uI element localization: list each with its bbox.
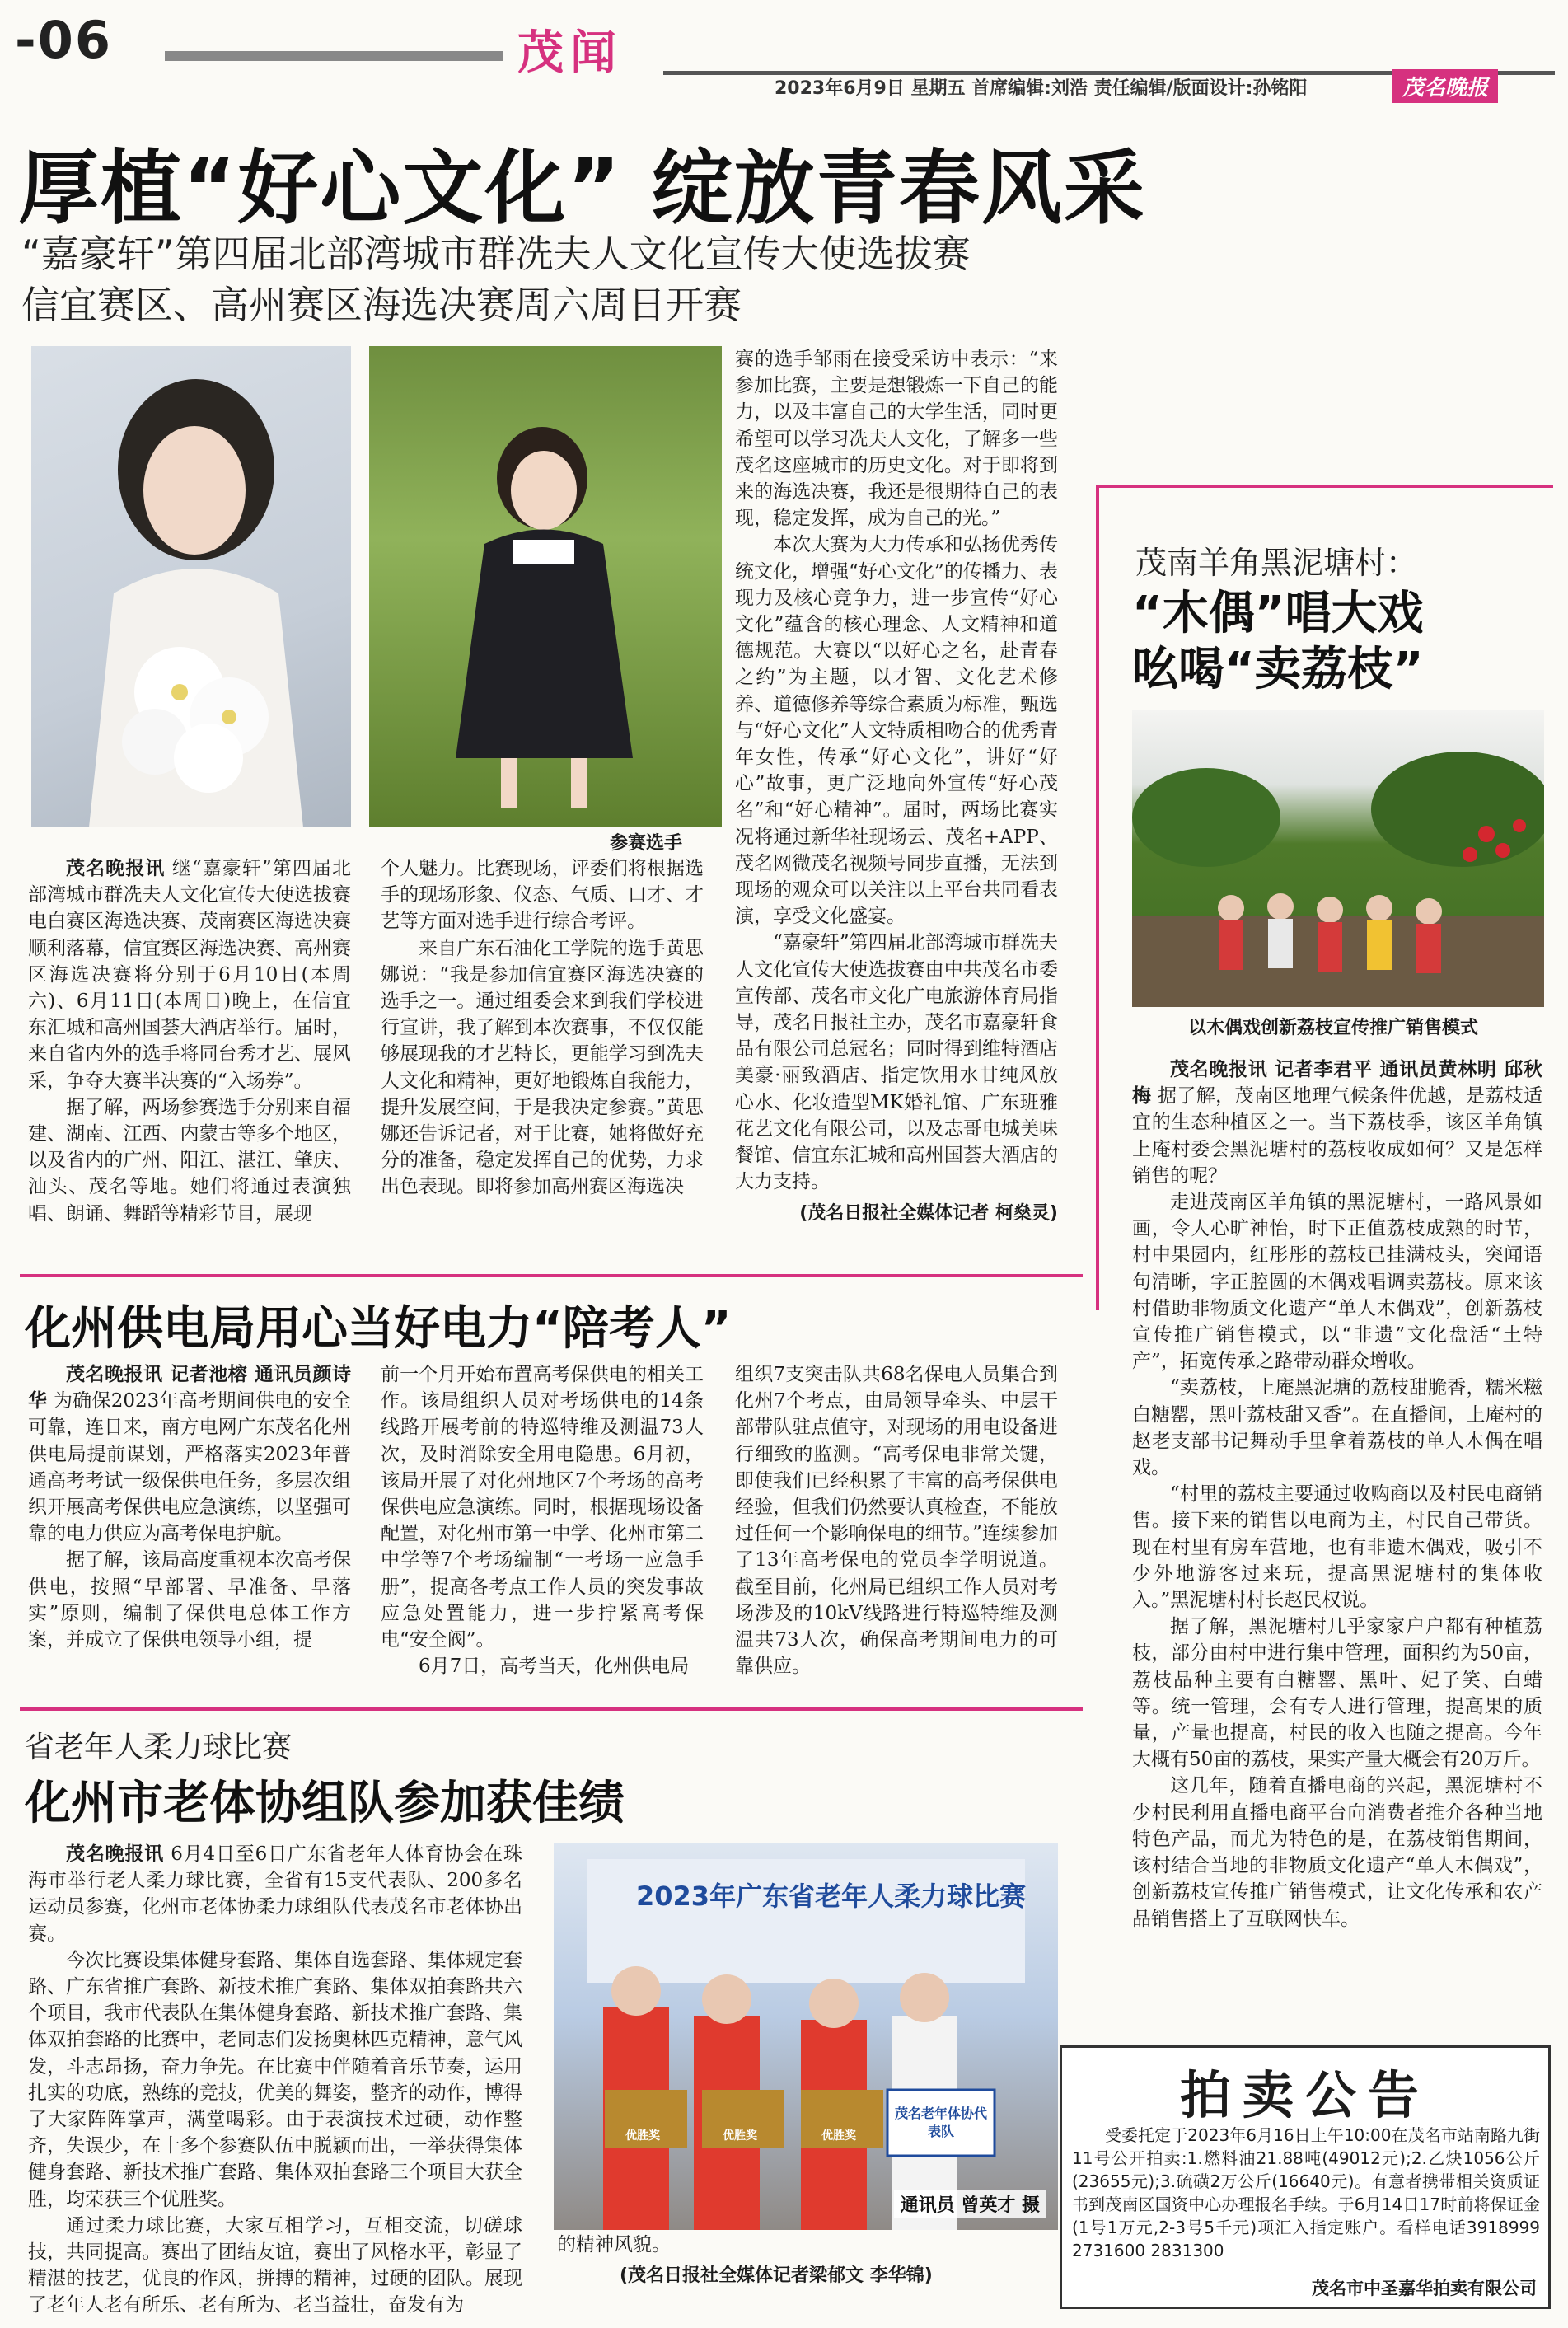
lychee-body <box>1132 1056 1542 1932</box>
rouli-dateline: 茂名晚报讯 <box>66 1843 165 1865</box>
issue-info: 2023年6月9日 星期五 首席编辑:刘浩 责任编辑/版面设计:孙铭阳 <box>775 78 1308 99</box>
rouli-banner: 2023年广东省老年人柔力球比赛 <box>636 1881 1027 1912</box>
auction-company: 茂名市中圣嘉华拍卖有限公司 <box>1312 2279 1537 2298</box>
lead-para: 个人魅力。比赛现场，评委们将根据选手的现场形象、仪态、气质、口才、才艺等方面对选手进行综合考评。 <box>381 858 704 933</box>
lead-para: 本次大赛为大力传承和弘扬优秀传统文化，增强“好心文化”的传播力、表现力及核心竞争力，进一步宣传“好心文化”蕴含的核心理念、人文精神和道德规范。大赛以“以好心之名，赴青春之约”为主题，以才智、文化艺术修养、道德修养等综合素质为标准，甄选与“好心文化”人文特质相吻合的优秀青年女性，传承“好心文化”，讲好“好心”故事，更广泛地向外宣传“好心茂名”和“好心精神”。届时，两场比赛实况将通过新华社现场云、茂名+APP、茂名网微茂名视频号同步直播，无法到现场的观众可以关注以上平台共同看表演，享受文化盛宴。 <box>735 534 1058 928</box>
power-headline: 化州供电局用心当好电力“陪考人” <box>25 1302 732 1356</box>
lychee-headline-1: “木偶”唱大戏 <box>1132 587 1424 640</box>
lychee-para: 走进茂南区羊角镇的黑泥塘村，一路风景如画，令人心旷神怡，时下正值荔枝成熟的时节，村中果园内，红彤彤的荔枝已挂满枝头，突闻语句清晰，字正腔圆的木偶戏唱调卖荔枝。原来该村借助非物质文化遗产“单人木偶戏”，创新荔枝宣传推广销售模式，以“非遗”文化盘活“土特产”，拓宽传承之路带动群众增收。 <box>1132 1192 1542 1373</box>
section-rule-1 <box>20 1274 1083 1277</box>
lead-dateline: 茂名晚报讯 <box>66 858 166 879</box>
lead-subhead-1: “嘉豪轩”第四届北部湾城市群冼夫人文化宣传大使选拔赛 <box>21 232 971 276</box>
contestant-photo-caption: 参赛选手 <box>610 833 683 854</box>
rouli-para: 今次比赛设集体健身套路、集体自选套路、集体规定套路、广东省推广套路、新技术推广套路、集体双拍套路共六个项目，我市代表队在集体健身套路、新技术推广套路、集体双拍套路的比赛中，老同志们发扬奥林匹克精神，意气风发，斗志昂扬，奋力争先。在比赛中伴随着音乐节奏，运用扎实的功底，熟练的竞技，优美的舞姿，整齐的动作，博得了大家阵阵掌声，满堂喝彩。由于表演技术过硬，动作整齐，失误少，在十多个参赛队伍中脱颖而出，一举获得集体健身套路、新技术推广套路、集体双拍套路三个项目大获全胜，均荣获三个优胜奖。 <box>28 1949 522 2210</box>
lead-byline: (茂名日报社全媒体记者 柯燊灵) <box>799 1202 1058 1224</box>
lychee-photo-caption: 以木偶戏创新荔枝宣传推广销售模式 <box>1188 1018 1479 1038</box>
lychee-para: “卖荔枝，上庵黑泥塘的荔枝甜脆香，糯米糍白糖罂，黑叶荔枝甜又香”。在直播间，上庵村的赵老支部书记舞动手里拿着荔枝的单人木偶在唱戏。 <box>1132 1377 1542 1479</box>
power-para: 6月7日，高考当天，化州供电局 <box>419 1656 690 1678</box>
power-para: 为确保2023年高考期间供电的安全可靠，连日来，南方电网广东茂名化州供电局提前谋划，严格落实2023年普通高考考试一级保供电任务，多层次组织开展高考保供电应急演练，以坚强可靠的电力供应为高考保电护航。 <box>28 1390 351 1545</box>
plaque-1: 优胜奖 <box>625 2129 660 2143</box>
lychee-headline-2: 吆喝“卖荔枝” <box>1132 643 1424 696</box>
lychee-kicker: 茂南羊角黑泥塘村： <box>1135 545 1418 581</box>
rouli-photo <box>554 1843 1058 2230</box>
masthead-bar <box>165 51 503 61</box>
lychee-photo <box>1132 710 1544 1007</box>
lead-para: 来自广东石油化工学院的选手黄思娜说：“我是参加信宜赛区海选决赛的选手之一。通过组委会来到我们学校进行宣讲，我了解到本次赛事，不仅仅能够展现我的才艺特长，更能学习到冼夫人文化和精神，更好地锻炼自我能力，提升发展空间，于是我决定参赛。”黄思娜还告诉记者，对于比赛，她将做好充分的准备，稳定发挥自己的优势，力求出色表现。即将参加高州赛区海选决 <box>381 937 704 1198</box>
power-column-3 <box>735 1361 1058 1679</box>
lead-subhead-2: 信宜赛区、高州赛区海选决赛周六周日开赛 <box>21 283 742 327</box>
auction-title: 拍卖公告 <box>1179 2065 1430 2125</box>
contestant-photo-1 <box>31 346 351 827</box>
lead-para: “嘉豪轩”第四届北部湾城市群冼夫人文化宣传大使选拔赛由中共茂名市委宣传部、茂名市文化广电旅游体育局指导，茂名日报社主办，茂名市嘉豪轩食品有限公司总冠名；同时得到维特酒店美豪·丽致酒店、指定饮用水甘纯风放心水、化妆造型MK婚礼馆、广东班雅花艺文化有限公司，以及志哥电城美味餐馆、信宜东汇城和高州国荟大酒店的大力支持。 <box>735 932 1058 1193</box>
lead-para: 赛的选手邹雨在接受采访中表示：“来参加比赛，主要是想锻炼一下自己的能力，以及丰富自己的大学生活，同时更希望可以学习冼夫人文化，了解多一些茂名这座城市的历史文化。对于即将到来的海选决赛，我还是很期待自己的表现，稳定发挥，成为自己的光。” <box>735 349 1058 530</box>
auction-text: 受委托定于2023年6月16日上午10:00在茂名市站南路九街11号公开拍卖:1.燃料油21.88吨(49012元);2.乙炔1056公斤(23655元);3.硫磺2万公斤(16640元)。有意者携带相关资质证书到茂南区国资中心办理报名手续。于6月14日17时前将保证金(1号1万元,2-3号5千元)项汇入指定账户。看样电话3918999 2731600 2831300 <box>1072 2125 1540 2260</box>
auction-box <box>1060 2045 1551 2309</box>
rouli-para: 通过柔力球比赛，大家互相学习，互相交流，切磋球技，共同提高。赛出了团结友谊，赛出了风格水平，彰显了精湛的技艺，优良的作风，拼搏的精神，过硬的团队。展现了老年人老有所乐、老有所为、老当益壮，奋发有为 <box>28 2214 522 2316</box>
section-label: 茂闻 <box>517 26 623 80</box>
lead-para: 据了解，两场参赛选手分别来自福建、湖南、江西、内蒙古等多个地区，以及省内的广州、阳江、湛江、肇庆、汕头、茂名等地。她们将通过表演独唱、朗诵、舞蹈等精彩节目，展现 <box>28 1096 351 1225</box>
lychee-para: 据了解，黑泥塘村几乎家家户户都有种植荔枝，部分由村中进行集中管理，面积约为50亩，荔枝品种主要有白糖罂、黑叶、妃子笑、白蜡等。统一管理，会有专人进行管理，提高果的质量，产量也提高，村民的收入也随之提高。今年大概有50亩的荔枝，果实产量大概会有20万斤。 <box>1132 1616 1542 1771</box>
lychee-para: 据了解，茂南区地理气候条件优越，是荔枝适宜的生态种植区之一。当下荔枝季，该区羊角镇上庵村委会黑泥塘村的荔枝收成如何？又是怎样销售的呢？ <box>1132 1085 1543 1187</box>
lychee-para: 这几年，随着直播电商的兴起，黑泥塘村不少村民利用直播电商平台向消费者推介各种当地特色产品，而尤为特色的是，在荔枝销售期间，该村结合当地的非物质文化遗产“单人木偶戏”，创新荔枝宣传推广销售模式，让文化传承和农产品销售搭上了互联网快车。 <box>1132 1775 1542 1930</box>
lychee-para: “村里的荔枝主要通过收购商以及村民电商销售。接下来的销售以电商为主，村民自己带货。现在村里有房车营地，也有非遗木偶戏，吸引不少外地游客过来玩，提高黑泥塘村的集体收入。”黑泥塘村村长赵民权说。 <box>1132 1483 1542 1612</box>
right-column-border <box>1096 486 1099 1310</box>
rouli-headline: 化州市老体协组队参加获佳绩 <box>25 1777 625 1830</box>
right-column-top-rule <box>1096 485 1553 488</box>
lychee-dateline: 茂名晚报讯 记者李君平 通讯员黄林明 邱秋梅 <box>1132 1059 1542 1108</box>
rouli-kicker: 省老年人柔力球比赛 <box>25 1731 293 1764</box>
power-column-1 <box>28 1361 351 1653</box>
lead-headline: 厚植“好心文化” 绽放青春风采 <box>18 142 1146 236</box>
plaque-2: 优胜奖 <box>723 2129 757 2143</box>
lead-para: 继“嘉豪轩”第四届北部湾城市群冼夫人文化宣传大使选拔赛电白赛区海选决赛、茂南赛区海选决赛顺利落幕，信宜赛区海选决赛、高州赛区海选决赛将分别于6月10日(本周六)、6月11日(本周日)晚上，在信宜东汇城和高州国荟大酒店举行。届时，来自省内外的选手将同台秀才艺、展风采，争夺大赛半决赛的“入场券”。 <box>28 858 351 1092</box>
section-rule-2 <box>20 1707 1083 1711</box>
rouli-column-1 <box>28 1841 522 2319</box>
power-para: 前一个月开始布置高考保供电的相关工作。该局组织人员对考场供电的14条线路开展考前的特巡特维及测温73人次，及时消除安全用电隐患。6月初，该局开展了对化州地区7个考场的高考保供电应急演练。同时，根据现场设备配置，对化州市第一中学、化州市第二中学等7个考场编制“一考场一应急手册”，提高各考点工作人员的突发事故应急处置能力，进一步拧紧高考保电“安全阀”。 <box>381 1364 704 1651</box>
power-para: 据了解，该局高度重视本次高考保供电，按照“早部署、早准备、早落实”原则，编制了保供电总体工作方案，并成立了保供电领导小组，提 <box>28 1549 351 1651</box>
contestant-photo-2 <box>369 346 722 827</box>
plaque-3: 优胜奖 <box>821 2129 856 2143</box>
lead-column-3 <box>735 346 1058 1227</box>
lead-column-2 <box>381 855 704 1201</box>
team-board: 茂名老年体协代表队 <box>894 2106 987 2139</box>
paper-logo: 茂名晚报 <box>1392 69 1498 103</box>
lead-column-1 <box>28 855 351 1227</box>
rouli-photo-credit: 通讯员 曾英才 摄 <box>894 2190 1046 2218</box>
rouli-byline: (茂名日报社全媒体记者梁郁文 李华锦) <box>620 2265 933 2286</box>
power-dateline: 茂名晚报讯 记者池榕 通讯员颜诗华 <box>28 1364 351 1412</box>
power-column-2 <box>381 1361 704 1679</box>
power-para: 组织7支突击队共68名保电人员集合到化州7个考点，由局领导牵头、中层干部带队驻点值守，对现场的用电设备进行细致的监测。“高考保电非常关键，即使我们已经积累了丰富的高考保供电经验，但我们仍然要认真检查，不能放过任何一个影响保电的细节。”连续参加了13年高考保电的党员李学明说道。截至目前，化州局已组织工作人员对考场涉及的10kV线路进行特巡特维及测温共73人次，确保高考期间电力的可靠供应。 <box>735 1364 1058 1678</box>
page-number: -06 <box>15 10 113 70</box>
rouli-para: 6月4日至6日广东省老年人体育协会在珠海市举行老人柔力球比赛，全省有15支代表队、200多名运动员参赛，化州市老体协柔力球组队代表茂名市老体协出赛。 <box>28 1843 523 1945</box>
rouli-tail: 的精神风貌。 <box>557 2234 671 2255</box>
